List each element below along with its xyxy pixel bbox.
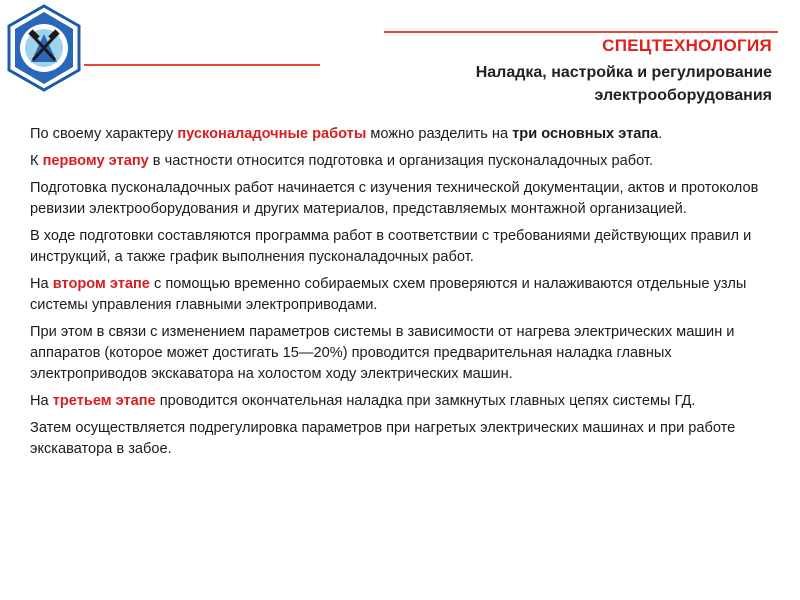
body-paragraph: [30, 124, 770, 145]
slide-subtitle: [372, 61, 772, 107]
body-paragraph: [30, 274, 770, 316]
paragraph-text: На: [30, 276, 53, 292]
highlighted-term: третьем этапе: [52, 393, 156, 409]
bold-term: три основных этапа: [512, 126, 659, 142]
paragraph-text: В ходе подготовки составляются программа работ в соответствии с требованиями действующих правил и инструкций, а также график выполнения пусконаладочных работ.: [30, 228, 752, 265]
paragraph-text: Затем осуществляется подрегулировка параметров при нагретых электрических машинах и при работе экскаватора в забое.: [30, 420, 736, 457]
header-divider-top: [384, 31, 778, 33]
highlighted-term: пусконаладочные работы: [177, 126, 367, 142]
paragraph-text: Подготовка пусконаладочных работ начинается с изучения технической документации, актов и протоколов ревизии электрооборудования и других материалов, представляемых монтажной организацией.: [30, 180, 759, 217]
subtitle-line-2: электрооборудования: [594, 87, 772, 104]
body-paragraph: [30, 151, 770, 172]
subtitle-line-1: Наладка, настройка и регулирование: [475, 64, 772, 81]
header-divider-left: [84, 64, 320, 66]
paragraph-text: можно разделить на: [366, 126, 513, 142]
paragraph-text: На: [30, 393, 53, 409]
subject-title: СПЕЦТЕХНОЛОГИЯ: [602, 36, 772, 55]
slide-body: [30, 124, 770, 466]
body-paragraph: [30, 418, 770, 460]
paragraph-text: в частности относится подготовка и организация пусконаладочных работ.: [148, 153, 654, 169]
paragraph-text: К: [30, 153, 43, 169]
highlighted-term: первому этапу: [42, 153, 149, 169]
paragraph-text: По своему характеру: [30, 126, 178, 142]
highlighted-term: втором этапе: [52, 276, 150, 292]
body-paragraph: [30, 178, 770, 220]
paragraph-text: При этом в связи с изменением параметров системы в зависимости от нагрева электрических машин и аппаратов (которое может достигать 15—20%) проводится предварительная наладка главных электроприводов экскаватора на холостом ходу электрических машин.: [30, 324, 735, 382]
paragraph-text: проводится окончательная наладка при замкнутых главных цепях системы ГД.: [155, 393, 696, 409]
institution-logo: [6, 4, 82, 92]
paragraph-text: с помощью временно собираемых схем проверяются и налаживаются отдельные узлы системы управления главными электроприводами.: [30, 276, 747, 313]
paragraph-text: .: [658, 126, 663, 142]
body-paragraph: [30, 322, 770, 385]
body-paragraph: [30, 226, 770, 268]
body-paragraph: [30, 391, 770, 412]
